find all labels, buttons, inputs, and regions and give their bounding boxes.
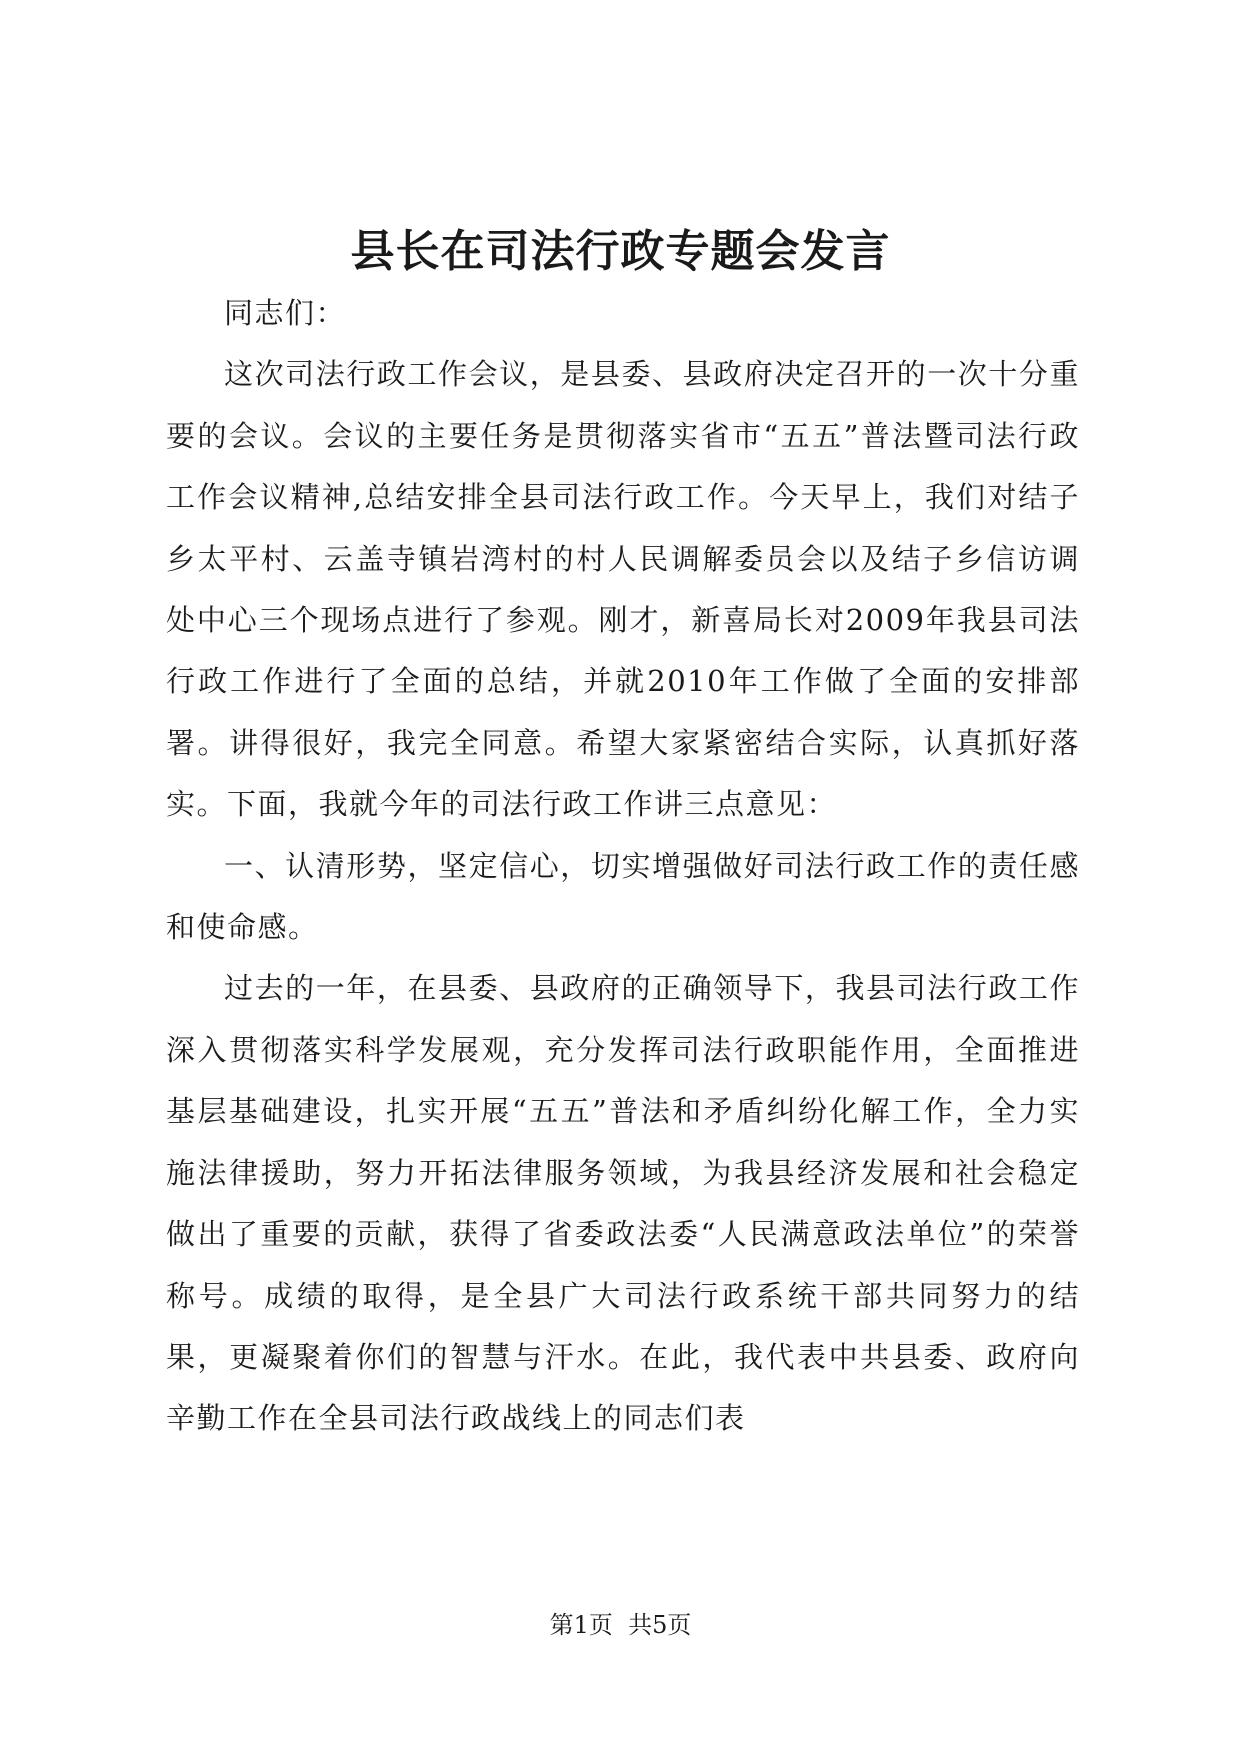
paragraph-heading-one: 一、认清形势，坚定信心，切实增强做好司法行政工作的责任感和使命感。 (166, 848, 1080, 945)
page-number-label: 第1页 共5页 (549, 1611, 692, 1639)
page-footer (0, 1610, 1241, 1640)
document-title: 县长在司法行政专题会发言 (350, 226, 891, 277)
paragraph-review: 过去的一年，在县委、县政府的正确领导下，我县司法行政工作深入贯彻落实科学发展观，充分发挥司法行政职能作用，全面推进基层基础建设，扎实开展“五五”普法和矛盾纠纷化解工作，全力实施法律援助，努力开拓法律服务领域，为我县经济发展和社会稳定做出了重要的贡献，获得了省委政法委“人民满意政法单位”的荣誉称号。成绩的取得，是全县广大司法行政系统干部共同努力的结果，更凝聚着你们的智慧与汗水。在此，我代表中共县委、政府向辛勤工作在全县司法行政战线上的同志们表 (166, 971, 1080, 1436)
document-body (166, 283, 1080, 1450)
paragraph-intro: 这次司法行政工作会议，是县委、县政府决定召开的一次十分重要的会议。会议的主要任务是贯彻落实省市“五五”普法暨司法行政工作会议精神,总结安排全县司法行政工作。今天早上，我们对结子乡太平村、云盖寺镇岩湾村的村人民调解委员会以及结子乡信访调处中心三个现场点进行了参观。刚才，新喜局长对2009年我县司法行政工作进行了全面的总结，并就2010年工作做了全面的安排部署。讲得很好，我完全同意。希望大家紧密结合实际，认真抓好落实。下面，我就今年的司法行政工作讲三点意见： (166, 357, 1080, 822)
salutation: 同志们： (224, 296, 347, 330)
